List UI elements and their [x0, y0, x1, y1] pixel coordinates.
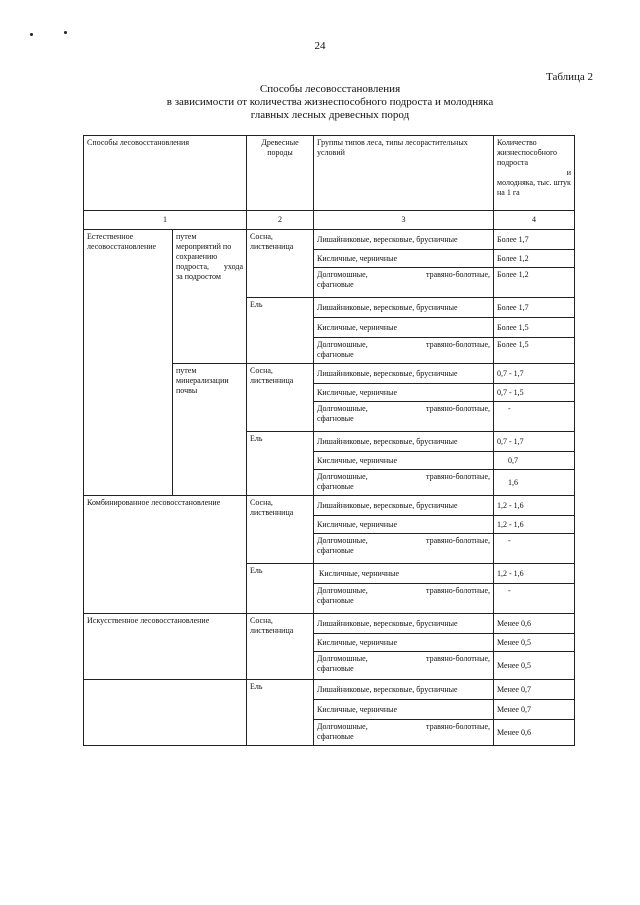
- species-spruce: Ель: [247, 680, 314, 746]
- group-lichen: Лишайниковые, вересковые, брусничные: [314, 364, 494, 384]
- group-text: Долгомошные,: [317, 270, 368, 279]
- title-line-1: Способы лесовосстановления: [259, 83, 401, 95]
- group-lichen: Лишайниковые, вересковые, брусничные: [314, 432, 494, 452]
- value-cell: 0,7: [494, 452, 575, 470]
- group-sorrel: Кисличные, черничные: [314, 634, 494, 652]
- species-pine-larch: Сосна, лиственница: [247, 230, 314, 298]
- sub-method-end: за подростом: [176, 272, 221, 281]
- group-sorrel: Кисличные, черничные: [314, 516, 494, 534]
- value-cell: Менее 0,5: [494, 652, 575, 680]
- title-line-3: главных лесных древесных пород: [250, 109, 410, 121]
- col-number: 4: [494, 211, 575, 230]
- group-text: сфагновые: [317, 664, 354, 673]
- header-row: [84, 136, 575, 211]
- column-number-row: [84, 211, 575, 230]
- value-cell: Менее 0,6: [494, 614, 575, 634]
- col-number: 2: [247, 211, 314, 230]
- group-long-moss: [314, 720, 494, 746]
- value-cell: Более 1,2: [494, 268, 575, 298]
- header-groups: Группы типов леса, типы лесорастительных условий: [314, 136, 494, 211]
- value-cell: 1,2 - 1,6: [494, 496, 575, 516]
- value-cell: Менее 0,7: [494, 680, 575, 700]
- table-title: [120, 83, 540, 122]
- table-row: [84, 614, 575, 634]
- method-natural-preservation: [173, 230, 247, 364]
- header-count-prefix: Количество жизнеспособного подроста: [497, 138, 558, 167]
- header-count: [494, 136, 575, 211]
- group-long-moss: [314, 268, 494, 298]
- group-text: сфагновые: [317, 280, 354, 289]
- method-natural: Естественное лесовосстановление: [84, 230, 173, 496]
- group-long-moss: [314, 584, 494, 614]
- value-cell: Более 1,7: [494, 298, 575, 318]
- method-artificial: Искусственное лесовосстановление: [84, 614, 247, 680]
- group-long-moss: [314, 534, 494, 564]
- table-row: [84, 680, 575, 700]
- species-pine-larch: Сосна, лиственница: [247, 496, 314, 564]
- species-spruce: Ель: [247, 432, 314, 496]
- col-number: 3: [314, 211, 494, 230]
- group-long-moss: [314, 402, 494, 432]
- group-text: Долгомошные,: [317, 536, 368, 545]
- group-lichen: Лишайниковые, вересковые, брусничные: [314, 614, 494, 634]
- scan-speck-left: [30, 33, 33, 36]
- group-long-moss: [314, 652, 494, 680]
- group-text: Долгомошные,: [317, 654, 368, 663]
- group-text: травяно-болотные,: [426, 340, 491, 349]
- table-row: [84, 496, 575, 516]
- species-pine-larch: Сосна, лиственница: [247, 614, 314, 680]
- method-combined: Комбинированное лесовосстановление: [84, 496, 247, 614]
- value-cell: 1,6: [494, 470, 575, 496]
- method-natural-mineralization: путем минерализации почвы: [173, 364, 247, 496]
- group-text: травяно-болотные,: [426, 654, 491, 663]
- group-long-moss: [314, 470, 494, 496]
- value-cell: -: [494, 402, 575, 432]
- reforestation-table: [83, 135, 575, 746]
- group-text: сфагновые: [317, 350, 354, 359]
- group-text: Долгомошные,: [317, 340, 368, 349]
- group-sorrel: Кисличные, черничные: [314, 700, 494, 720]
- value-cell: Более 1,7: [494, 230, 575, 250]
- value-cell: Менее 0,6: [494, 720, 575, 746]
- group-sorrel: Кисличные, черничные: [314, 452, 494, 470]
- group-text: травяно-болотные,: [426, 586, 491, 595]
- group-text: Долгомошные,: [317, 404, 368, 413]
- group-sorrel: Кисличные, черничные: [314, 250, 494, 268]
- group-text: Долгомошные,: [317, 586, 368, 595]
- group-lichen: Лишайниковые, вересковые, брусничные: [314, 230, 494, 250]
- group-text: Долгомошные,: [317, 472, 368, 481]
- method-empty: [84, 680, 247, 746]
- page-number: 24: [314, 40, 326, 52]
- value-cell: Более 1,5: [494, 338, 575, 364]
- group-lichen: Лишайниковые, вересковые, брусничные: [314, 496, 494, 516]
- sub-method-tail: ухода: [223, 262, 244, 271]
- group-text: сфагновые: [317, 546, 354, 555]
- value-cell: Более 1,2: [494, 250, 575, 268]
- value-cell: 0,7 - 1,5: [494, 384, 575, 402]
- value-cell: Более 1,5: [494, 318, 575, 338]
- value-cell: 1,2 - 1,6: [494, 516, 575, 534]
- table-label: Таблица 2: [546, 71, 594, 83]
- group-text: сфагновые: [317, 596, 354, 605]
- group-long-moss: [314, 338, 494, 364]
- value-cell: 1,2 - 1,6: [494, 564, 575, 584]
- group-sorrel: Кисличные, черничные: [314, 384, 494, 402]
- group-text: травяно-болотные,: [426, 722, 491, 731]
- table-row: [84, 230, 575, 250]
- species-spruce: Ель: [247, 564, 314, 614]
- group-text: сфагновые: [317, 732, 354, 741]
- header-count-suffix: молодняка, тыс. штук на 1 га: [497, 178, 571, 197]
- group-text: сфагновые: [317, 482, 354, 491]
- value-cell: Менее 0,7: [494, 700, 575, 720]
- group-text: травяно-болотные,: [426, 404, 491, 413]
- group-text: сфагновые: [317, 414, 354, 423]
- header-species: Древесные породы: [247, 136, 314, 211]
- value-cell: 0,7 - 1,7: [494, 432, 575, 452]
- group-lichen: Лишайниковые, вересковые, брусничные: [314, 680, 494, 700]
- group-text: травяно-болотные,: [426, 536, 491, 545]
- group-sorrel: Кисличные, черничные: [314, 564, 494, 584]
- header-methods: Способы лесовосстановления: [84, 136, 247, 211]
- header-count-and: и: [566, 168, 572, 177]
- col-number: 1: [84, 211, 247, 230]
- group-lichen: Лишайниковые, вересковые, брусничные: [314, 298, 494, 318]
- species-pine-larch: Сосна, лиственница: [247, 364, 314, 432]
- value-cell: -: [494, 534, 575, 564]
- group-text: травяно-болотные,: [426, 472, 491, 481]
- sub-method-text: путем мероприятий по сохранению подроста,: [176, 232, 232, 271]
- title-line-2: в зависимости от количества жизнеспособного подроста и молодняка: [166, 96, 494, 108]
- group-sorrel: Кисличные, черничные: [314, 318, 494, 338]
- group-text: травяно-болотные,: [426, 270, 491, 279]
- value-cell: Менее 0,5: [494, 634, 575, 652]
- group-text: Долгомошные,: [317, 722, 368, 731]
- scan-speck-right: [64, 31, 67, 34]
- value-cell: -: [494, 584, 575, 614]
- species-spruce: Ель: [247, 298, 314, 364]
- value-cell: 0,7 - 1,7: [494, 364, 575, 384]
